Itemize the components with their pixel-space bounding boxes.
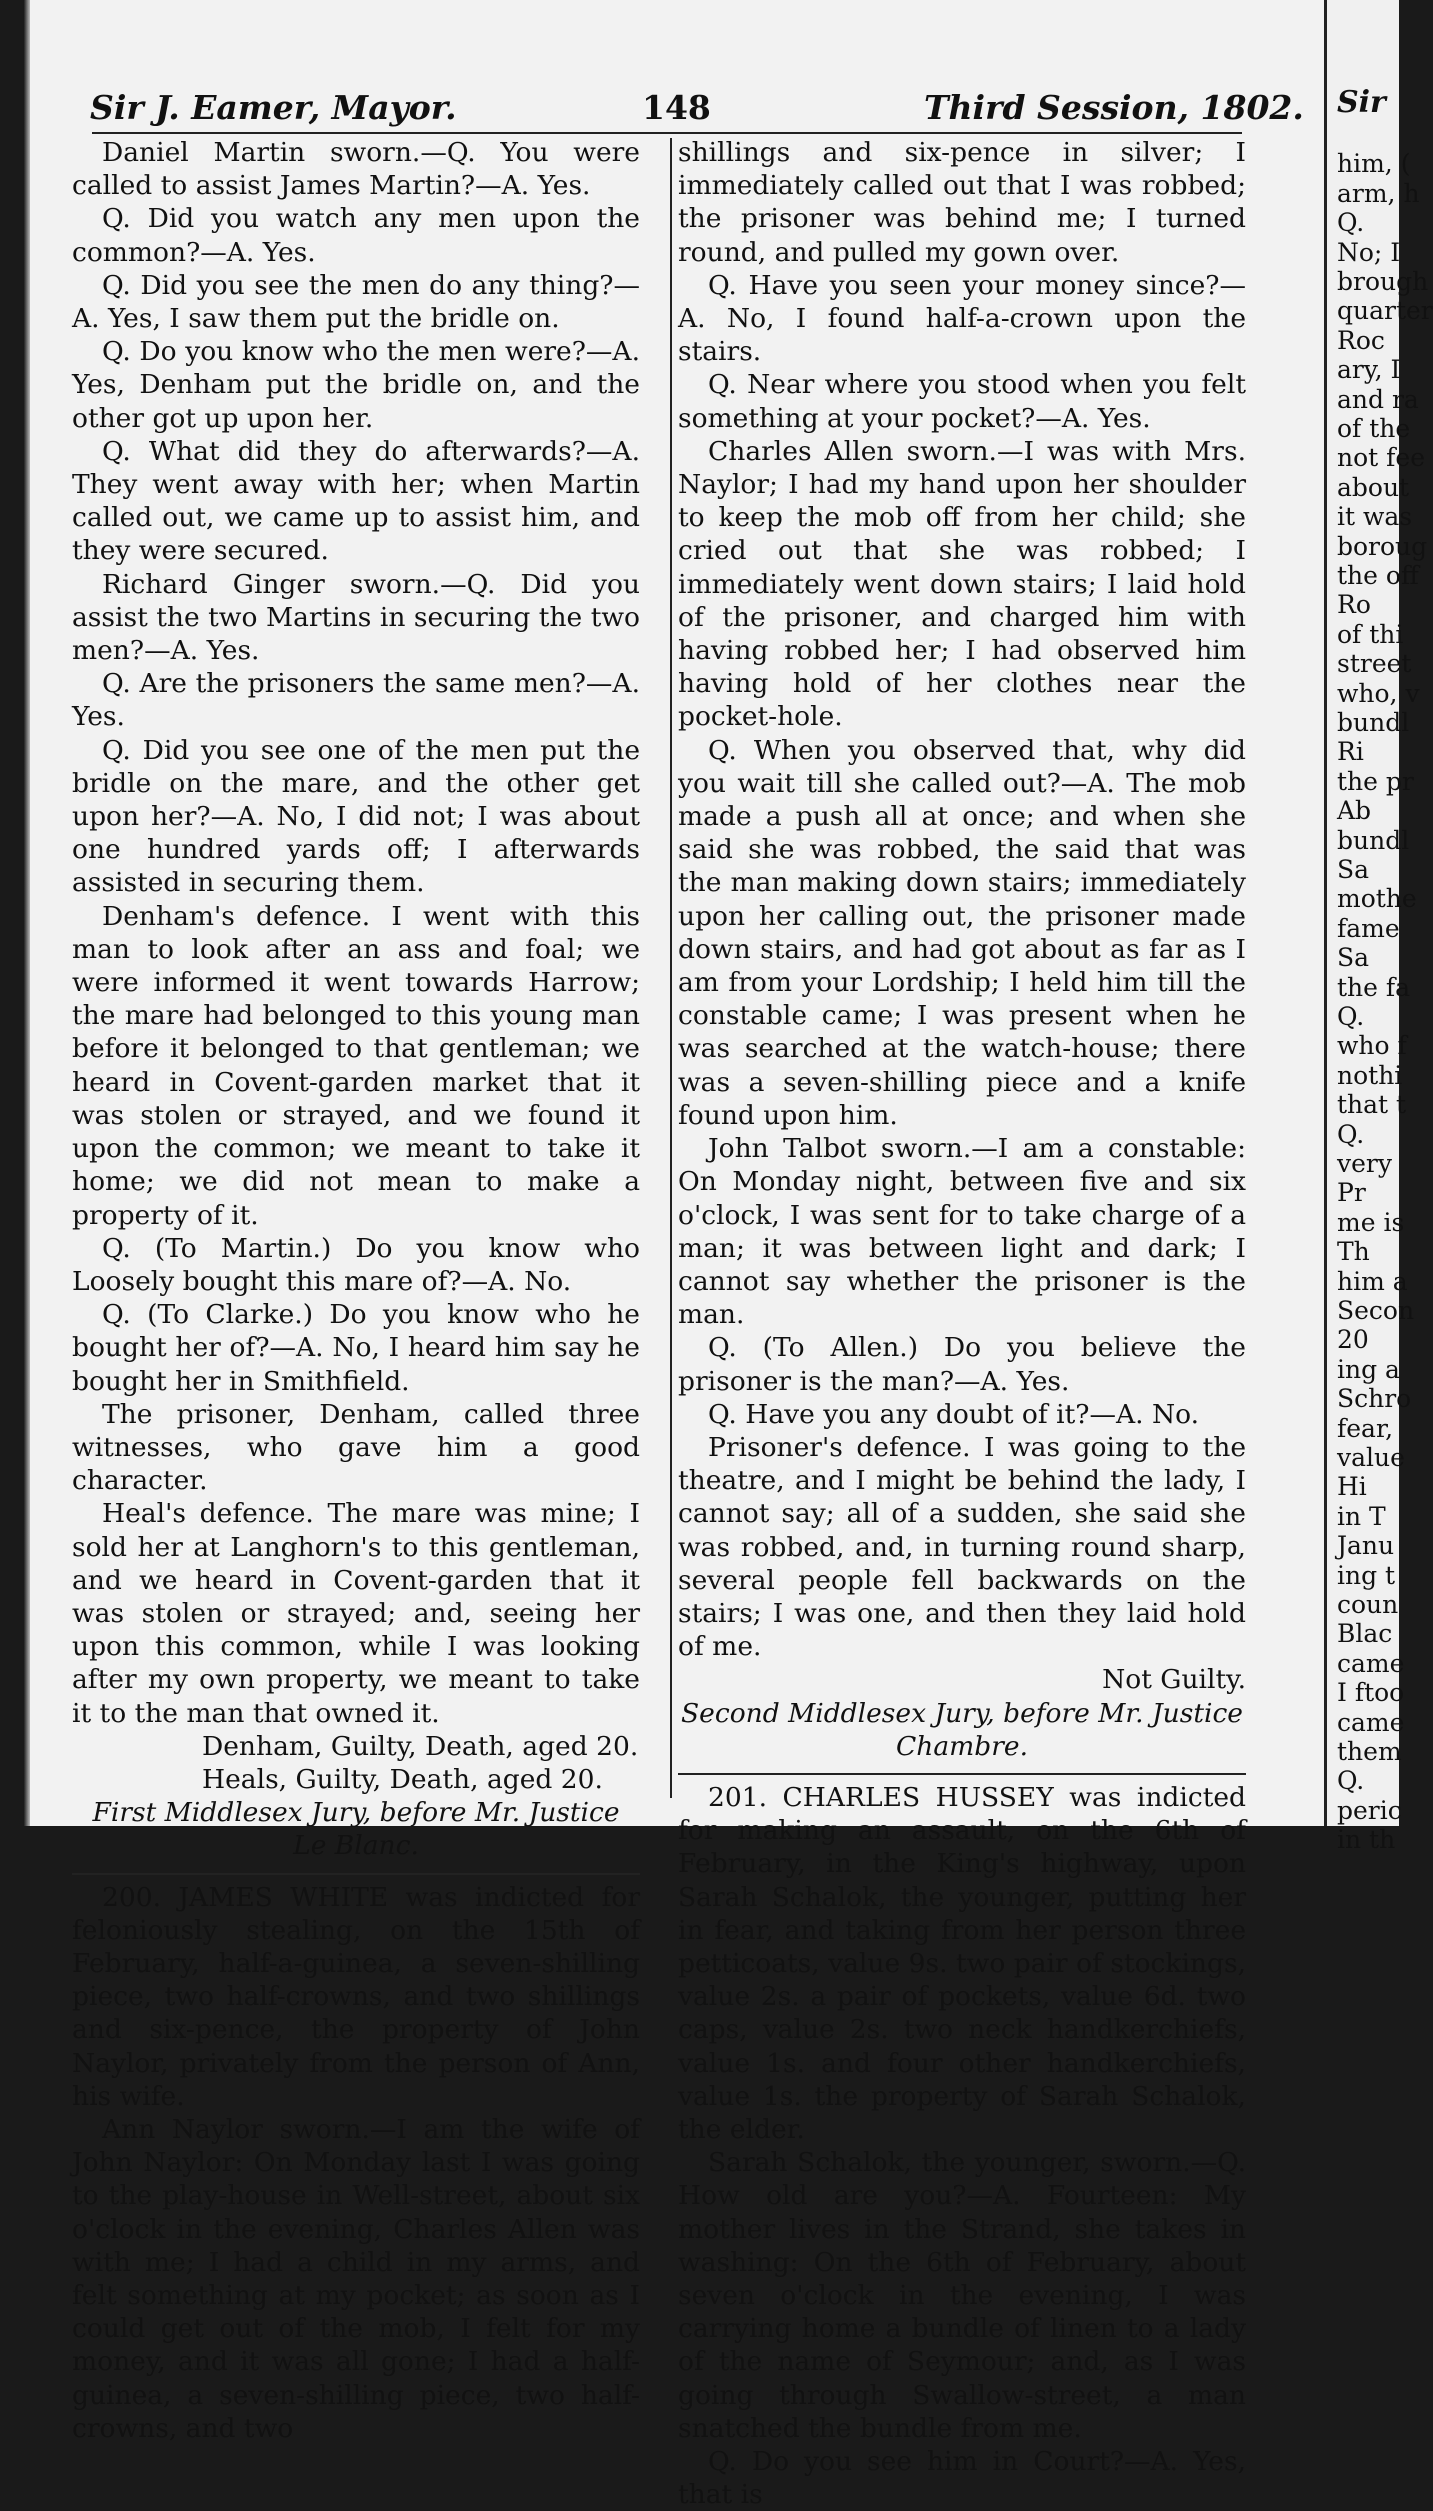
facing-page-fragment: came: [1337, 1648, 1405, 1678]
facing-page-fragment: ary, I: [1337, 355, 1401, 385]
facing-page-fragment: in th: [1337, 1825, 1396, 1855]
facing-page-fragment: quarter: [1337, 296, 1433, 326]
facing-page-fragment: Th: [1337, 1237, 1370, 1267]
facing-page-fragment: Q.: [1337, 1119, 1365, 1149]
facing-page-fragment: of the: [1337, 414, 1411, 443]
facing-page-fragment: the off: [1337, 561, 1419, 590]
facing-page-fragment: about: [1337, 472, 1410, 502]
paragraph: Q. Did you watch any men upon the common?—A. Yes.: [72, 203, 640, 268]
facing-page-fragment: nothi: [1337, 1060, 1403, 1090]
facing-page-fragment: Schro: [1337, 1384, 1412, 1414]
facing-page-fragment: Blac: [1337, 1619, 1393, 1649]
facing-page-fragment: me is: [1337, 1207, 1405, 1237]
case-separator: [678, 1773, 1246, 1775]
paragraph: Q. Do you see him in Court?—A. Yes, that is: [678, 2446, 1246, 2511]
paragraph: 201. CHARLES HUSSEY was indicted for making an assault, on the 6th of February, in the King's highway, upon Sarah Schalok, the younger, putting her in fear, and taking from her person three petticoats, value 9s. two pair of stockings, value 2s. a pair of pockets, value 6d. two caps, value 2s. two neck handkerchiefs, value 1s. and four other handkerchiefs, value 1s. the property of Sarah Schalok, the elder.: [678, 1781, 1246, 2145]
facing-page-fragment: Secon: [1337, 1296, 1415, 1325]
paragraph: John Talbot sworn.—I am a constable: On Monday night, between five and six o'clock, I was sent for to take charge of a man; it was between light and dark; I cannot say whether the prisoner is the man.: [678, 1133, 1246, 1331]
facing-page-fragment: boroug: [1337, 531, 1428, 561]
paragraph: 200. JAMES WHITE was indicted for feloniously stealing, on the 15th of February, half-a-guinea, a seven-shilling piece, two half-crowns, and two shillings and six-pence, the property of John Naylor, privately from the person of Ann, his wife.: [72, 1881, 640, 2112]
paragraph: Daniel Martin sworn.—Q. You were called to assist James Martin?—A. Yes.: [72, 137, 640, 202]
facing-page-fragment: in T: [1337, 1501, 1386, 1531]
header-rule: [92, 132, 1242, 134]
paragraph: Q. (To Martin.) Do you know who Loosely bought this mare of?—A. No.: [72, 1232, 640, 1297]
facing-page-fragment: Ri: [1337, 737, 1364, 767]
paragraph: Q. When you observed that, why did you wait till she called out?—A. The mob made a push all at once; and when she said she was robbed, the said that was the man making down stairs; immediately upon her calling out, the prisoner made down stairs, and had got about as far as I am from your Lordship; I held him till the constable came; I was present when he was searched at the watch-house; there was a seven-shilling piece and a knife found upon him.: [678, 734, 1246, 1131]
facing-page-fragment: Q.: [1337, 208, 1365, 238]
facing-page-fragment: Q.: [1337, 1766, 1365, 1796]
facing-page-fragment: that t: [1337, 1090, 1407, 1120]
facing-page-fragment: Roc: [1337, 325, 1385, 355]
column-divider: [670, 138, 672, 1798]
paragraph: Sarah Schalok, the younger, sworn.—Q. How old are you?—A. Fourteen: My mother lives in the Strand, she takes in washing: On the 6th of February, about seven o'clock in the evening, I was carrying home a bundle of linen to a lady of the name of Seymour; and, as I was going through Swallow-street, a man snatched the bundle from me.: [678, 2147, 1246, 2444]
verdict-denham: Denham, Guilty, Death, aged 20.: [202, 1730, 639, 1762]
facing-page-fragment: him, (: [1337, 149, 1411, 179]
facing-page-fragment: Sa: [1337, 943, 1370, 973]
facing-page-fragment: coun: [1337, 1590, 1399, 1619]
paragraph: shillings and six-pence in silver; I immediately called out that I was robbed; the prisoner was behind me; I turned round, and pulled my gown over.: [678, 137, 1246, 268]
paragraph: Q. Are the prisoners the same men?—A. Yes.: [72, 668, 640, 733]
facing-page-fragment: bundl: [1337, 825, 1410, 855]
facing-page-fragment: came: [1337, 1707, 1405, 1737]
jury-line-left: First Middlesex Jury, before Mr. Justice Le Blanc.: [92, 1797, 620, 1862]
left-column: [72, 136, 640, 2445]
facing-page-fragment: Janu: [1337, 1531, 1395, 1561]
facing-page-fragment: street: [1337, 649, 1412, 679]
facing-page-fragment: fame: [1337, 913, 1400, 943]
paragraph: Q. What did they do afterwards?—A. They went away with her; when Martin called out, we came up to assist him, and they were secured.: [72, 435, 640, 567]
paragraph: Q. Do you know who the men were?—A. Yes, Denham put the bridle on, and the other got up upon her.: [72, 336, 640, 434]
paragraph: Richard Ginger sworn.—Q. Did you assist the two Martins in securing the two men?—A. Yes.: [72, 568, 640, 667]
verdict-heals: Heals, Guilty, Death, aged 20.: [202, 1763, 603, 1795]
facing-page-fragment: them: [1337, 1737, 1402, 1766]
paragraph: The prisoner, Denham, called three witnesses, who gave him a good character.: [72, 1398, 640, 1497]
facing-page-fragment: not fee: [1337, 443, 1425, 473]
running-head-left: Sir J. Eamer, Mayor.: [90, 88, 457, 127]
facing-page-fragment: peric: [1337, 1795, 1402, 1825]
facing-page-fragment: Sa: [1337, 855, 1370, 884]
paragraph: Q. (To Clarke.) Do you know who he bought her of?—A. No, I heard him say he bought her in Smithfield.: [72, 1299, 640, 1397]
facing-page-fragment: brough: [1337, 267, 1429, 296]
paragraph: Denham's defence. I went with this man to look after an ass and foal; we were informed it went towards Harrow; the mare had belonged to this young man before it belonged to that gentleman; we heard in Covent-garden market that it was stolen or strayed, and we found it upon the common; we meant to take it home; we did not mean to make a property of it.: [72, 900, 640, 1231]
left-column-paragraphs: [72, 136, 640, 1730]
facing-page-edge: [1324, 0, 1433, 1855]
facing-page-fragment: who, v: [1337, 678, 1420, 708]
facing-page-fragment: and ra: [1337, 384, 1419, 414]
facing-page-fragment: the pr: [1337, 766, 1414, 796]
page-number: 148: [642, 88, 711, 127]
facing-page-fragment: ing t: [1337, 1560, 1396, 1590]
facing-page-fragment: mothe: [1337, 884, 1417, 914]
paragraph: Q. (To Allen.) Do you believe the prisoner is the man?—A. Yes.: [678, 1332, 1246, 1397]
case-separator: [72, 1873, 640, 1875]
facing-page-fragment: of thi: [1337, 619, 1404, 649]
right-column: [678, 136, 1246, 2511]
facing-page-fragment: who f: [1337, 1031, 1407, 1061]
facing-page-fragment: the fa: [1337, 972, 1411, 1002]
book-page: [24, 0, 1324, 2511]
case-200: [72, 1881, 640, 2445]
facing-page-fragment: him a: [1337, 1266, 1408, 1296]
facing-page-fragment: value: [1337, 1443, 1405, 1472]
paragraph: Q. Near where you stood when you felt something at your pocket?—A. Yes.: [678, 369, 1246, 434]
paragraph: Q. Did you see one of the men put the bridle on the mare, and the other get upon her?—A. No, I did not; I was about one hundred yards off; I afterwards assisted in securing them.: [72, 734, 640, 899]
paragraph: Q. Did you see the men do any thing?—A. Yes, I saw them put the bridle on.: [72, 269, 640, 335]
facing-page-fragment: Sir: [1337, 85, 1386, 120]
facing-page-fragment: No; I: [1337, 237, 1401, 267]
paragraph: Q. Have you seen your money since?—A. No, I found half-a-crown upon the stairs.: [678, 269, 1246, 368]
facing-page-fragment: bundl: [1337, 708, 1410, 737]
right-column-paragraphs: [678, 136, 1246, 1663]
running-head-right: Third Session, 1802.: [924, 88, 1304, 127]
facing-page-fragment: it was: [1337, 502, 1413, 532]
paragraph: Charles Allen sworn.—I was with Mrs. Naylor; I had my hand upon her shoulder to keep the mob off from her child; she cried out that she was robbed; I immediately went down stairs; I laid hold of the prisoner, and charged him with having robbed her; I had observed him having hold of her clothes near the pocket-hole.: [678, 435, 1246, 733]
case-201: [678, 1781, 1246, 2511]
facing-page-fragment: 20: [1337, 1325, 1369, 1355]
facing-page-fragment: Hi: [1337, 1472, 1367, 1502]
facing-page-fragment: I ftoo: [1337, 1678, 1405, 1708]
facing-page-fragment: ing a: [1337, 1354, 1400, 1384]
verdict-not-guilty: Not Guilty.: [1102, 1664, 1246, 1696]
paragraph: Prisoner's defence. I was going to the theatre, and I might be behind the lady, I cannot say; all of a sudden, she said she was robbed, and, in turning round sharp, several people fell backwards on the stairs; I was one, and then they laid hold of me.: [678, 1431, 1246, 1663]
facing-page-fragment: Q.: [1337, 1002, 1365, 1031]
facing-page-fragment: Pr: [1337, 1178, 1366, 1208]
facing-page-fragment: arm, h: [1337, 178, 1420, 208]
facing-page-fragment: very: [1337, 1149, 1392, 1178]
facing-page-fragment: Ro: [1337, 590, 1371, 620]
paragraph: Q. Have you any doubt of it?—A. No.: [708, 1398, 1200, 1430]
paragraph: Ann Naylor sworn.—I am the wife of John Naylor: On Monday last I was going to the play-house in Well-street, about six o'clock in the evening, Charles Allen was with me; I had a child in my arms, and felt something at my pocket; as soon as I could get out of the mob, I felt for my money, and it was all gone; I had a half-guinea, a seven-shilling piece, two half-crowns, and two: [72, 2113, 640, 2444]
jury-line-right: Second Middlesex Jury, before Mr. Justice Chambre.: [681, 1697, 1243, 1762]
facing-page-fragment: Ab: [1337, 796, 1372, 826]
facing-page-fragment: fear,: [1337, 1413, 1394, 1443]
paragraph: Heal's defence. The mare was mine; I sold her at Langhorn's to this gentleman, and we heard in Covent-garden that it was stolen or strayed; and, seeing her upon this common, while I was looking after my own property, we meant to take it to the man that owned it.: [72, 1498, 640, 1729]
